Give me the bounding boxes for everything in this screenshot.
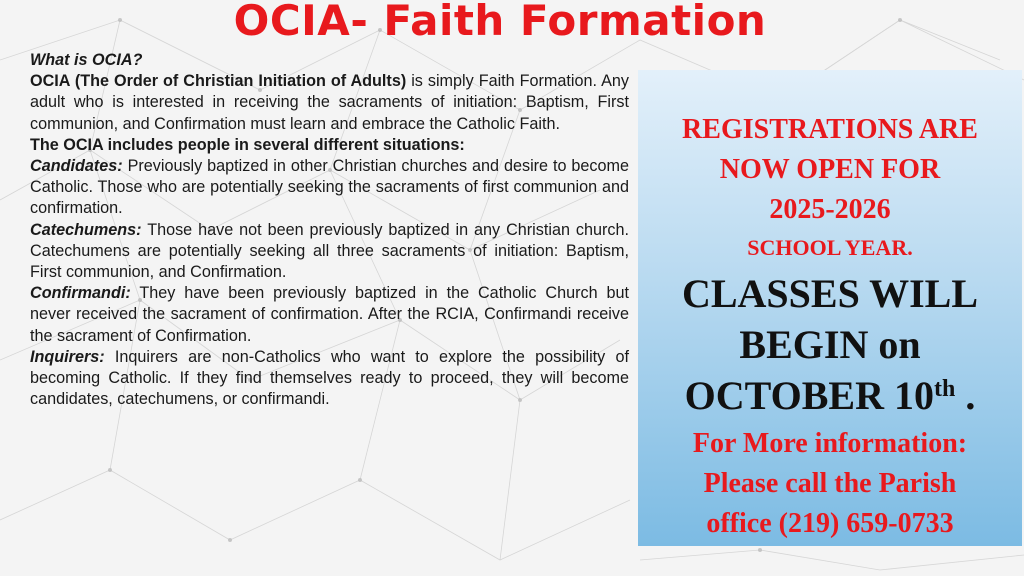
registration-panel xyxy=(638,70,1022,546)
parish-phone: office (219) 659-0733 xyxy=(706,508,954,539)
registration-line-1: REGISTRATIONS ARE xyxy=(682,114,978,145)
intro-text: is simply Faith Formation. Any adult who is interested in receiving the sacraments of initiation: Baptism, First communion, and Confirmation must learn and embrace the Catholic Faith. xyxy=(30,72,629,133)
start-date xyxy=(638,372,1022,419)
term-description: Those have not been previously baptized in any Christian church. Catechumens are potentially seeking all three sacraments of initiation: Baptism, First communion, and Confirmation. xyxy=(30,220,629,282)
term-label: Confirmandi: xyxy=(30,284,131,303)
registration-line-2: NOW OPEN FOR xyxy=(719,154,941,185)
term-label: Candidates: xyxy=(30,157,123,176)
start-date-suffix: th xyxy=(933,375,956,402)
what-is-ocia-heading: What is OCIA? xyxy=(30,51,143,69)
school-year-label: SCHOOL YEAR. xyxy=(747,235,913,260)
ocia-description xyxy=(30,50,629,410)
term-description: Previously baptized in other Christian churches and desire to become Catholic. Those who are potentially seeking the sacraments of first communion and confirmation. xyxy=(30,157,629,218)
start-date-end: . xyxy=(955,373,976,418)
info-line-2: Please call the Parish xyxy=(703,468,957,499)
school-year-range: 2025-2026 xyxy=(769,194,891,225)
section-confirmandi xyxy=(30,283,629,347)
classes-line-2: BEGIN on xyxy=(739,322,921,367)
section-inquirers xyxy=(30,347,629,411)
page-title: OCIA- Faith Formation xyxy=(233,0,767,45)
start-date-text: OCTOBER 10 xyxy=(684,373,934,418)
section-catechumens xyxy=(30,220,629,284)
info-line-1: For More information: xyxy=(692,428,968,459)
term-description: They have been previously baptized in the Catholic Church but never received the sacrament of confirmation. After the RCIA, Confirmandi receive the sacrament of Confirmation. xyxy=(30,284,629,345)
term-label: Catechumens: xyxy=(30,220,142,239)
situations-heading: The OCIA includes people in several different situations: xyxy=(30,135,465,154)
term-description: Inquirers are non-Catholics who want to explore the possibility of becoming Catholic. If they find themselves ready to proceed, they will become candidates, catechumens, or confirmandi. xyxy=(30,347,629,409)
section-candidates xyxy=(30,156,629,220)
intro-bold-text: OCIA (The Order of Christian Initiation of Adults) xyxy=(30,72,407,91)
classes-line-1: CLASSES WILL xyxy=(681,271,979,316)
intro-paragraph xyxy=(30,71,629,135)
term-label: Inquirers: xyxy=(30,347,105,366)
